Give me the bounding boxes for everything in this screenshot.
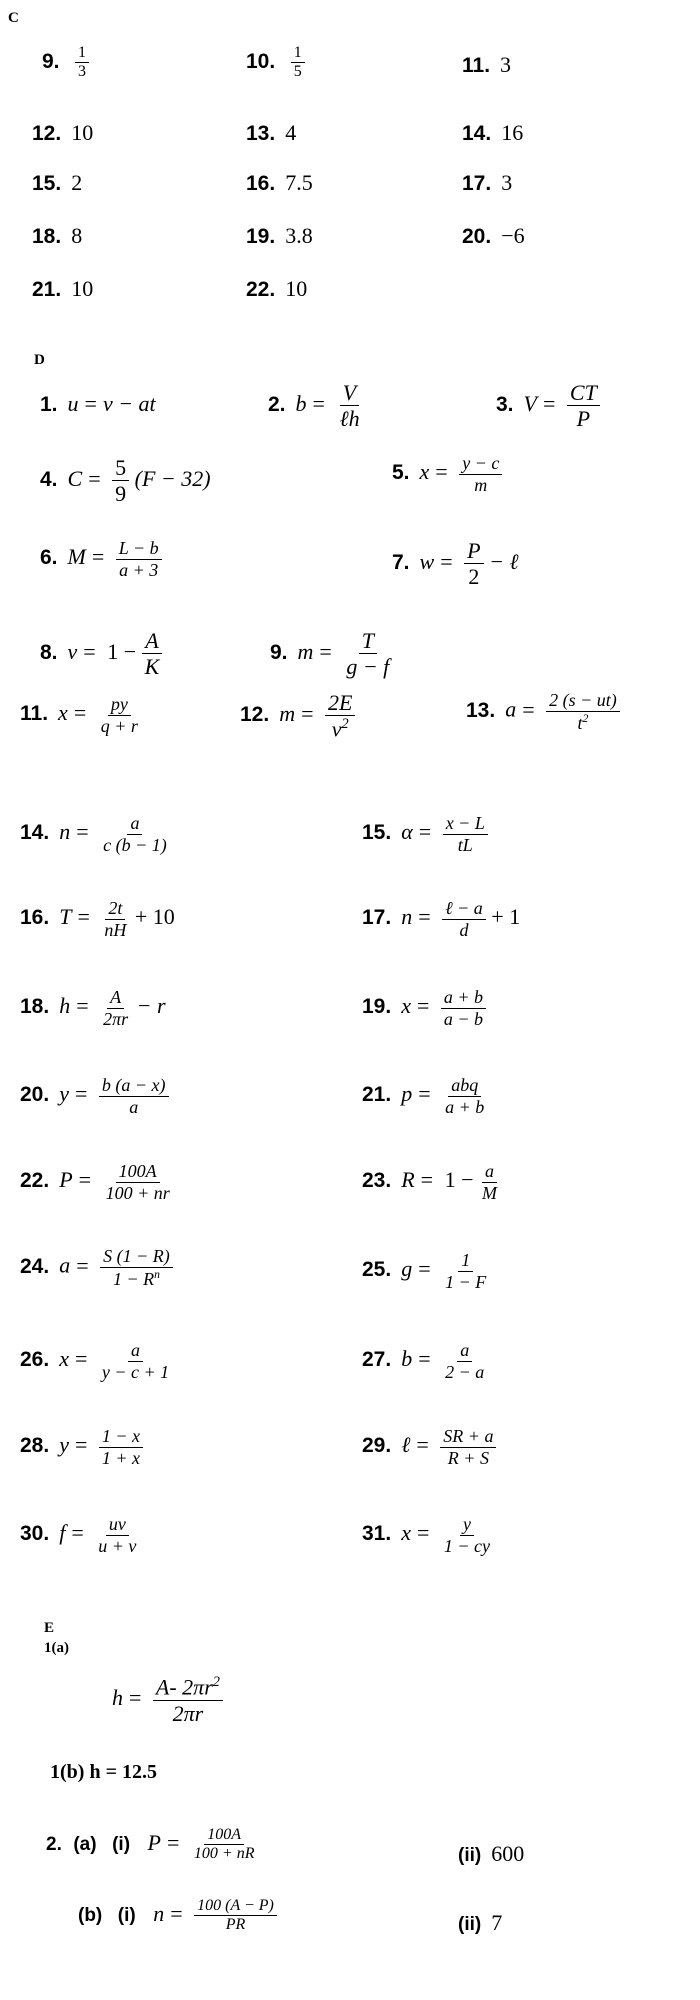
d-answer-28: 28. y = $\frac{1 - x}{1 + x}$ xyxy=(20,1426,143,1468)
c-answer-22: 22. 10 xyxy=(246,276,308,301)
d-answer-6: 6. M = $\frac{L - b}{a + 3}$ xyxy=(40,538,162,580)
section-e-heading: E xyxy=(44,1620,55,1636)
d-answer-2: 2. b = $\frac{V}{\text{ℓh}}$ xyxy=(268,380,360,432)
e-answer-2b-ii: (ii) 7 xyxy=(458,1910,503,1935)
c-answer-17: 17. 3 xyxy=(462,170,513,195)
d-answer-4: 4. C = $\frac{5}{9}$ (F − 32) xyxy=(40,455,211,507)
e-answer-1a: h = $\frac{A- 2\pi r^2}{2\pi r}$ xyxy=(112,1674,223,1726)
d-answer-12: 12. m = $\frac{2E}{v^2}$ xyxy=(240,690,355,742)
d-answer-9: 9. m = $\frac{T}{g - f}$ xyxy=(270,628,390,680)
d-answer-24: 24. a = $\frac{S (1 - R)}{1 - R^n}$ xyxy=(20,1246,173,1289)
c-answer-11: 11. 3 xyxy=(462,52,512,77)
d-answer-14: 14. n = $\frac{a}{c (b - 1)}$ xyxy=(20,813,167,855)
section-c-heading: C xyxy=(8,10,19,26)
d-answer-3: 3. V = $\frac{CT}{P}$ xyxy=(496,380,600,432)
c-answer-12: 12. 10 xyxy=(32,120,94,145)
d-answer-5: 5. x = $\frac{y - c}{m}$ xyxy=(392,453,502,495)
e-answer-2b-i: (b) (i) n = $\frac{100 (A - P)}{PR}$ xyxy=(78,1897,277,1935)
d-answer-31: 31. x = $\frac{y}{1 - cy}$ xyxy=(362,1514,491,1556)
d-answer-11: 11. x = $\frac{py}{q + r}$ xyxy=(20,694,138,736)
c-answer-14: 14. 16 xyxy=(462,120,524,145)
c-answer-20: 20. −6 xyxy=(462,223,525,248)
d-answer-8: 8. v = 1 − $\frac{A}{K}$ xyxy=(40,628,162,680)
d-answer-17: 17. n = $\frac{\text{ℓ − a}}{d}$ + 1 xyxy=(362,898,521,940)
c-answer-10: 10. $\frac{1}{5}$ xyxy=(246,44,305,82)
d-answer-15: 15. α = $\frac{x - L}{tL}$ xyxy=(362,813,488,855)
c-answer-21: 21. 10 xyxy=(32,276,94,301)
d-answer-13: 13. a = $\frac{2 (s - ut)}{t^2}$ xyxy=(466,690,620,733)
d-answer-29: 29. ℓ = $\frac{SR + a}{R + S}$ xyxy=(362,1426,496,1468)
d-answer-7: 7. w = $\frac{P}{2}$ − ℓ xyxy=(392,538,519,590)
d-answer-22: 22. P = $\frac{100A}{100 + nr}$ xyxy=(20,1161,170,1203)
section-d-heading: D xyxy=(34,352,45,368)
d-answer-21: 21. p = $\frac{\text{abq}}{a + b}$ xyxy=(362,1075,485,1117)
e-answer-2a-ii: (ii) 600 xyxy=(458,1841,525,1866)
d-answer-30: 30. f = $\frac{uv}{u + v}$ xyxy=(20,1514,137,1556)
d-answer-25: 25. g = $\frac{1}{1 - F}$ xyxy=(362,1250,487,1292)
d-answer-19: 19. x = $\frac{a + b}{a - b}$ xyxy=(362,987,486,1029)
d-answer-27: 27. b = $\frac{a}{2 - a}$ xyxy=(362,1340,485,1382)
d-answer-1: 1. u = v − at xyxy=(40,391,156,416)
c-answer-9: 9. $\frac{1}{3}$ xyxy=(42,44,89,82)
d-answer-20: 20. y = $\frac{b (a - x)}{a}$ xyxy=(20,1075,169,1117)
e-answer-2a-i: 2. (a) (i) P = $\frac{100A}{100 + nR}$ xyxy=(46,1826,255,1863)
c-answer-19: 19. 3.8 xyxy=(246,223,313,248)
c-answer-15: 15. 2 xyxy=(32,170,83,195)
d-answer-26: 26. x = $\frac{a}{y - c + 1}$ xyxy=(20,1340,170,1382)
d-answer-16: 16. T = $\frac{2t}{nH}$ + 10 xyxy=(20,898,175,940)
d-answer-18: 18. h = $\frac{A}{2\pi r}$ − r xyxy=(20,987,166,1029)
c-answer-18: 18. 8 xyxy=(32,223,83,248)
e-label-1a: 1(a) xyxy=(44,1640,69,1656)
e-answer-1b: 1(b) h = 12.5 xyxy=(50,1761,157,1783)
d-answer-23: 23. R = 1 − $\frac{a}{M}$ xyxy=(362,1161,497,1203)
c-answer-16: 16. 7.5 xyxy=(246,170,313,195)
c-answer-13: 13. 4 xyxy=(246,120,297,145)
